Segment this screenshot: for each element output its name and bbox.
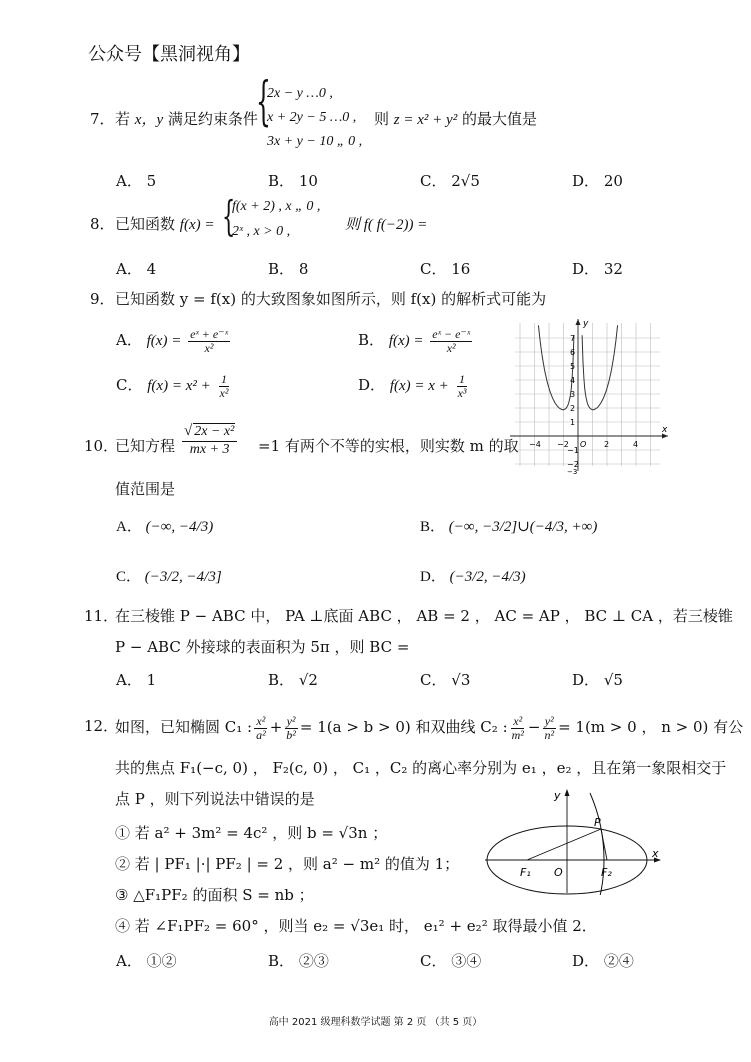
- y-tick: 4: [570, 376, 576, 385]
- option-b[interactable]: B． (−∞, −3/2]∪(−4/3, +∞): [420, 519, 598, 535]
- fraction: $\frac{1}{\text{x²}}$: [219, 372, 229, 400]
- question-text-line2: 值范围是: [115, 480, 176, 498]
- f2-label: F₂: [601, 866, 612, 879]
- watermark-text: 公众号【黑洞视角】: [88, 44, 250, 65]
- option-a[interactable]: A． (−∞, −4/3): [116, 519, 214, 535]
- x-label: x: [652, 847, 659, 860]
- y-axis-label: y: [583, 319, 589, 329]
- statement-1: ① 若 a² + 3m² = 4c² ，则 b = √3n ；: [115, 824, 388, 842]
- fraction: $\frac{\text{eˣ − e⁻ˣ}}{\text{x²}}$: [432, 327, 471, 355]
- option-a[interactable]: A． 1: [116, 671, 157, 689]
- statement-2: ② 若 | PF₁ |·| PF₂ | = 2 ，则 a² − m² 的值为 1；: [115, 855, 460, 873]
- option-b[interactable]: B． 8: [268, 260, 309, 278]
- f1-label: F₁: [520, 866, 531, 879]
- question-text: 已知函数 y = f(x) 的大致图象如图所示，则 f(x) 的解析式可能为: [115, 290, 547, 308]
- y-tick: −3: [567, 468, 578, 476]
- constraint-2: x + 2y − 5 …0 ,: [267, 110, 357, 125]
- conic-figure: [480, 785, 670, 895]
- option-d[interactable]: D． f(x) = x + $\frac{1}{\text{x³}}$: [358, 372, 467, 400]
- option-d[interactable]: D． √5: [572, 671, 623, 689]
- question-text: 在三棱锥 P − ABC 中， PA ⊥底面 ABC ， AB = 2 ， AC = AP ， BC ⊥ CA ，若三棱锥: [115, 607, 733, 625]
- option-a[interactable]: A． ①②: [116, 952, 177, 970]
- y-tick: 5: [570, 362, 576, 371]
- x-tick: −4: [529, 440, 541, 449]
- origin-label: O: [580, 440, 587, 449]
- y-tick: 7: [570, 334, 576, 343]
- option-d[interactable]: D． 32: [572, 260, 623, 278]
- hyperbola-left-branch: [530, 793, 544, 895]
- x-tick: 4: [633, 440, 639, 449]
- y-axis-arrow: [565, 789, 570, 796]
- question-text-tail: 则 f( f(−2)) =: [345, 217, 428, 233]
- page-footer: 高中 2021 级理科数学试题 第 2 页 （共 5 页）: [268, 1017, 483, 1028]
- option-c[interactable]: C． 2√5: [420, 172, 480, 190]
- function-graph: [505, 316, 675, 476]
- question-text: 已知方程: [115, 437, 176, 455]
- equation-fraction: $\frac{\text{√ 2x − x²}}{mx + 3}$: [180, 422, 239, 459]
- x-tick: 2: [604, 440, 610, 449]
- question-text-tail: =1 有两个不等的实根，则实数 m 的取: [258, 437, 519, 455]
- x-tick: −2: [557, 440, 569, 449]
- y-tick: 1: [570, 418, 576, 427]
- y-tick: 6: [570, 348, 576, 357]
- option-b[interactable]: B． f(x) = $\frac{\text{eˣ − e⁻ˣ}}{\text{x²}}$: [358, 327, 471, 355]
- segment-pf1: [527, 829, 601, 860]
- y-tick: −2: [567, 460, 579, 469]
- piece-1: f(x + 2) , x „ 0 ,: [232, 199, 321, 214]
- question-number: 10．: [84, 437, 119, 455]
- constraint-3: 3x + y − 10 „ 0 ,: [267, 134, 363, 149]
- y-tick: 3: [570, 390, 576, 399]
- statement-3: ③ △F₁PF₂ 的面积 S = nb ；: [115, 886, 314, 904]
- hyperbola-right-branch: [590, 793, 604, 895]
- option-d[interactable]: D． (−3/2, −4/3): [420, 569, 526, 585]
- option-c[interactable]: C． ③④: [420, 952, 482, 970]
- option-a[interactable]: A． 5: [116, 172, 157, 190]
- y-axis-arrow: [576, 319, 581, 325]
- option-c[interactable]: C． √3: [420, 671, 471, 689]
- question-text-tail: 则 z = x² + y² 的最大值是: [374, 110, 537, 128]
- y-tick: 2: [570, 404, 576, 413]
- question-number: 8．: [90, 215, 115, 233]
- option-b[interactable]: B． ②③: [268, 952, 329, 970]
- option-b[interactable]: B． √2: [268, 671, 318, 689]
- question-text-line2: 共的焦点 F₁(−c, 0) ， F₂(c, 0) ， C₁ ，C₂ 的离心率分别为 e₁ ，e₂ ，且在第一象限相交于: [115, 759, 727, 777]
- option-a[interactable]: A． 4: [116, 260, 157, 278]
- piece-2: 2ˣ , x > 0 ,: [232, 224, 291, 239]
- option-c[interactable]: C． (−3/2, −4/3]: [116, 569, 222, 585]
- question-number: 12．: [84, 717, 119, 735]
- option-a[interactable]: A． f(x) = $\frac{\text{eˣ + e⁻ˣ}}{\text{x²}}$: [116, 327, 228, 355]
- y-tick: −1: [567, 446, 579, 455]
- fraction: $\frac{\text{eˣ + e⁻ˣ}}{\text{x²}}$: [190, 327, 228, 355]
- option-d[interactable]: D． 20: [572, 172, 623, 190]
- fraction: $\frac{1}{\text{x³}}$: [457, 372, 467, 400]
- question-number: 9．: [90, 290, 115, 308]
- piecewise-brace: {: [222, 192, 236, 241]
- option-c[interactable]: C． f(x) = x² + $\frac{1}{\text{x²}}$: [116, 372, 229, 400]
- option-d[interactable]: D． ②④: [572, 952, 634, 970]
- question-text: 若 x，y 满足约束条件: [115, 110, 258, 128]
- question-text-line2: P − ABC 外接球的表面积为 5π ，则 BC =: [115, 638, 410, 656]
- question-number: 11．: [84, 607, 119, 625]
- question-text: 已知函数 f(x) =: [115, 215, 215, 233]
- question-number: 7．: [90, 110, 115, 128]
- statement-4: ④ 若 ∠F₁PF₂ = 60° ，则当 e₂ = √3e₁ 时， e₁² + e₂² 取得最小值 2．: [115, 917, 597, 935]
- question-text: 如图，已知椭圆 C₁ : $\frac{\text{x²}}{\text{a²}}$ + $\frac{\text{y²}}{\text{b²}}$ = 1(a > b > 0) 和双曲线 C₂ : $\frac{\text{x²}}{\text{m²}}$ − $\frac{\text{y²}}{\text{n²}}$ = 1(m > 0 ， n > 0) 有公: [115, 714, 744, 742]
- origin-label: O: [554, 866, 563, 879]
- question-text-line3: 点 P ，则下列说法中错误的是: [115, 790, 315, 808]
- system-brace: {: [256, 72, 271, 132]
- point-p-label: P: [594, 816, 601, 829]
- option-b[interactable]: B． 10: [268, 172, 318, 190]
- x-axis-label: x: [662, 425, 668, 435]
- constraint-1: 2x − y …0 ,: [267, 86, 333, 101]
- y-label: y: [554, 789, 561, 802]
- option-c[interactable]: C． 16: [420, 260, 471, 278]
